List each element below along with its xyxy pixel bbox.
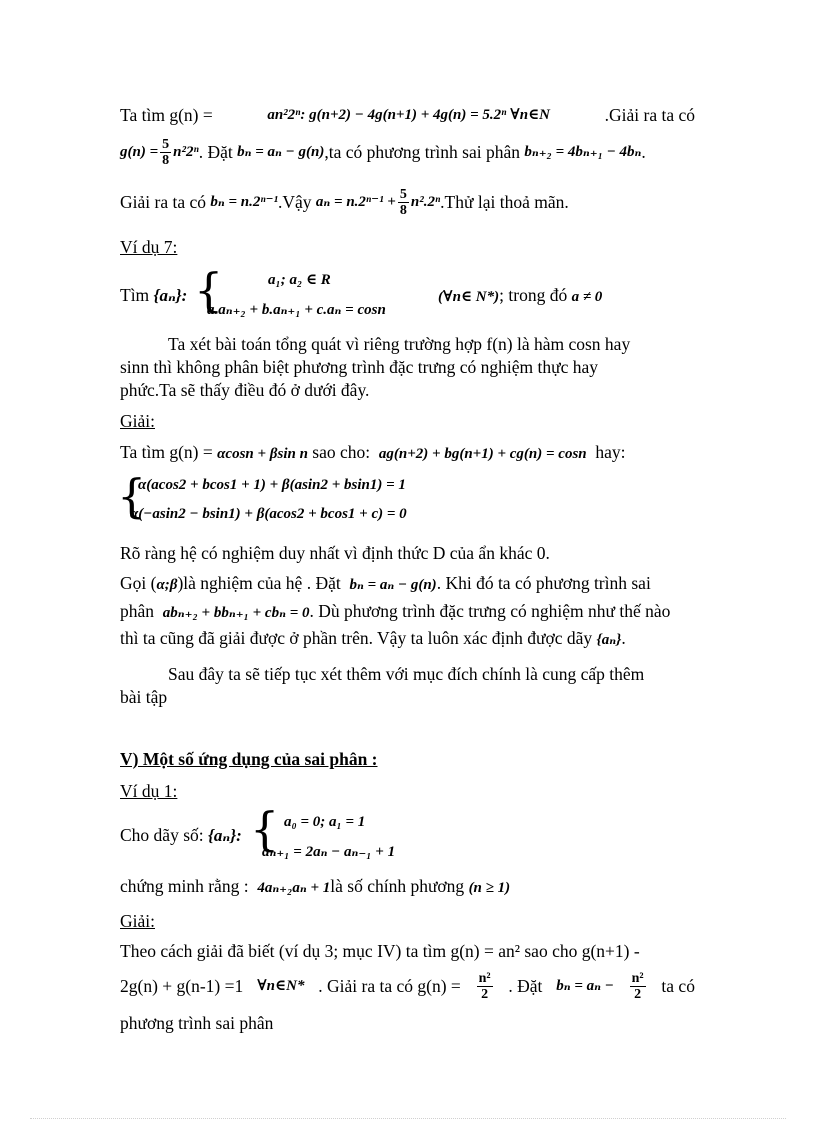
formula: an²2ⁿ: g(n+2) − 4g(n+1) + 4g(n) = 5.2ⁿ ∀n∈N: [267, 107, 551, 123]
system-row: α(−asin2 − bsin1) + β(acos2 + bcos1 + c) = 0: [130, 506, 407, 522]
fraction: $\frac{\text{n²}}{2}$: [478, 970, 491, 1002]
text-line: [120, 184, 569, 220]
text: .Vậy: [278, 192, 312, 212]
text-line: chứng minh rằng : 4aₙ₊₂aₙ + 1là số chính phương (n ≥ 1): [120, 876, 511, 896]
formula: bₙ = aₙ − g(n): [237, 144, 325, 160]
system-row: aₙ₊₁ = 2aₙ − aₙ₋₁ + 1: [262, 844, 396, 860]
text-line: phân abₙ₊₂ + bbₙ₊₁ + cbₙ = 0. Dù phương trình đặc trưng có nghiệm như thế nào: [120, 601, 671, 621]
brace-icon: {: [117, 469, 147, 523]
fraction: $\frac{\text{n²}}{2}$: [631, 970, 644, 1002]
text: .Giải ra ta có: [604, 105, 695, 125]
paragraph-line: phương trình sai phân: [120, 1013, 274, 1033]
formula: g(n) =: [120, 144, 159, 160]
example-heading: Ví dụ 1:: [120, 781, 178, 801]
formula: n²2ⁿ: [173, 144, 199, 160]
formula: aₙ = n.2ⁿ⁻¹ +: [315, 194, 396, 210]
solution-heading: Giải:: [120, 911, 155, 931]
system-row: a.aₙ₊₂ + b.aₙ₊₁ + c.aₙ = cosn: [207, 302, 386, 318]
system-row: a₀ = 0; a₁ = 1: [284, 814, 366, 830]
text-line: g(n) = $\frac{5}{8}$ n²2ⁿ . Đặt bₙ = aₙ − g(n) ,ta có phương trình sai phân bₙ₊₂ = 4bₙ₊₁ − 4bₙ .: [120, 136, 646, 168]
paragraph-line: bài tập: [120, 687, 168, 707]
fraction: $\frac{5}{8}$: [162, 136, 170, 168]
system-row: α(acos2 + bcos1 + 1) + β(asin2 + bsin1) = 1: [138, 477, 406, 493]
system-row: a₁; a₂ ∈ R: [268, 272, 331, 288]
brace-icon: {: [250, 802, 280, 856]
formula: n².2ⁿ: [410, 194, 441, 210]
formula: bₙ = n.2ⁿ⁻¹: [210, 194, 279, 210]
paragraph-line: Rõ ràng hệ có nghiệm duy nhất vì định thức D của ẩn khác 0.: [120, 543, 550, 563]
paragraph-line: sinn thì không phân biệt phương trình đặc trưng có nghiệm thực hay: [120, 357, 599, 377]
page-footer-divider: [30, 1118, 786, 1119]
text-line: (∀n∈ N*); trong đó a ≠ 0: [438, 285, 603, 305]
text-line: thì ta cũng đã giải được ở phần trên. Vậy ta luôn xác định được dãy {aₙ}.: [120, 628, 626, 648]
paragraph-line: Sau đây ta sẽ tiếp tục xét thêm với mục đích chính là cung cấp thêm: [168, 664, 645, 684]
solution-heading: Giải:: [120, 411, 155, 431]
paragraph-line: phức.Ta sẽ thấy điều đó ở dưới đây.: [120, 380, 370, 400]
text: . Đặt: [198, 142, 233, 162]
paragraph-line: Ta xét bài toán tổng quát vì riêng trường hợp f(n) là hàm cosn hay: [168, 334, 631, 354]
example-heading: Ví dụ 7:: [120, 237, 178, 257]
formula: bₙ₊₂ = 4bₙ₊₁ − 4bₙ: [524, 144, 642, 160]
text: Giải ra ta có: [120, 192, 206, 212]
text: .Thử lại thoả mãn.: [440, 192, 569, 212]
paragraph-line: Theo cách giải đã biết (ví dụ 3; mục IV) ta tìm g(n) = an² sao cho g(n+1) -: [120, 941, 640, 961]
text-line: Ta tìm g(n) = αcosn + βsin n sao cho: ag(n+2) + bg(n+1) + cg(n) = cosn hay:: [120, 442, 626, 462]
text-line: Cho dãy số: {aₙ}:: [120, 825, 242, 845]
text: ,ta có phương trình sai phân: [324, 142, 520, 162]
text-line: Gọi (α;β)là nghiệm của hệ . Đặt bₙ = aₙ − g(n). Khi đó ta có phương trình sai: [120, 573, 651, 593]
formula: {aₙ}:: [153, 286, 188, 305]
text: Ta tìm g(n) =: [120, 105, 213, 125]
text-line: [120, 104, 695, 126]
text: Tìm {aₙ}:: [120, 285, 188, 305]
fraction: $\frac{5}{8}$: [399, 186, 407, 218]
section-heading: V) Một số ứng dụng của sai phân :: [120, 749, 378, 769]
text-line: 2g(n) + g(n-1) =1 ∀n∈N* . Giải ra ta có g(n) = $\frac{\text{n²}}{2}$ . Đặt bₙ = aₙ − $\frac{\text{n²}}{2}$ ta có: [120, 970, 695, 1002]
brace-icon: {: [194, 263, 224, 317]
